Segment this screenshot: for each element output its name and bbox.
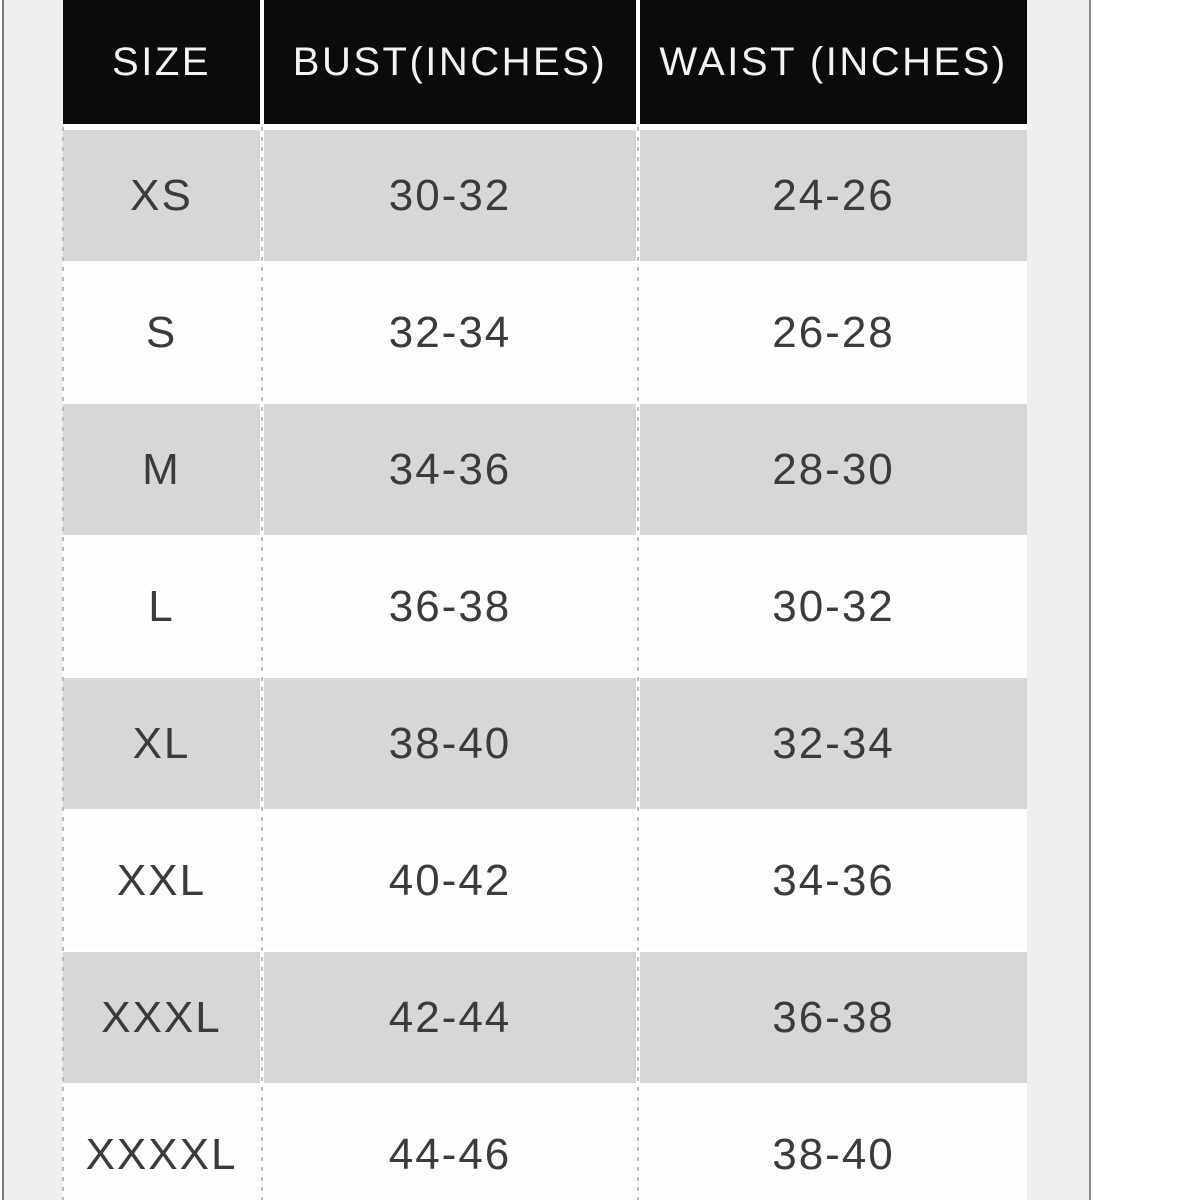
waist-cell: 30-32 (640, 538, 1027, 675)
column-header-size: SIZE (63, 0, 260, 124)
waist-cell: 26-28 (640, 264, 1027, 401)
waist-cell: 36-38 (640, 949, 1027, 1086)
table-row-s (63, 264, 1027, 401)
size-cell: XXL (63, 812, 260, 949)
column-header-bust: BUST(INCHES) (264, 0, 636, 124)
bust-cell: 44-46 (264, 1086, 636, 1200)
bust-cell: 36-38 (264, 538, 636, 675)
table-row-xs (63, 127, 1027, 264)
bust-cell: 30-32 (264, 127, 636, 264)
table-row-xl (63, 675, 1027, 812)
bust-cell: 32-34 (264, 264, 636, 401)
bust-cell: 40-42 (264, 812, 636, 949)
table-row-xxxl (63, 949, 1027, 1086)
waist-cell: 38-40 (640, 1086, 1027, 1200)
size-cell: XXXL (63, 949, 260, 1086)
waist-cell: 28-30 (640, 401, 1027, 538)
size-cell: M (63, 401, 260, 538)
table-row-l (63, 538, 1027, 675)
table-row-xxxxl (63, 1086, 1027, 1200)
bust-cell: 38-40 (264, 675, 636, 812)
waist-cell: 34-36 (640, 812, 1027, 949)
bust-cell: 34-36 (264, 401, 636, 538)
size-chart-table (63, 0, 1027, 1200)
size-cell: XL (63, 675, 260, 812)
size-cell: L (63, 538, 260, 675)
bust-cell: 42-44 (264, 949, 636, 1086)
waist-cell: 24-26 (640, 127, 1027, 264)
table-row-m (63, 401, 1027, 538)
size-cell: XXXXL (63, 1086, 260, 1200)
waist-cell: 32-34 (640, 675, 1027, 812)
table-header-row (63, 0, 1027, 124)
column-header-waist: WAIST (INCHES) (640, 0, 1027, 124)
table-row-xxl (63, 812, 1027, 949)
size-cell: S (63, 264, 260, 401)
size-cell: XS (63, 127, 260, 264)
